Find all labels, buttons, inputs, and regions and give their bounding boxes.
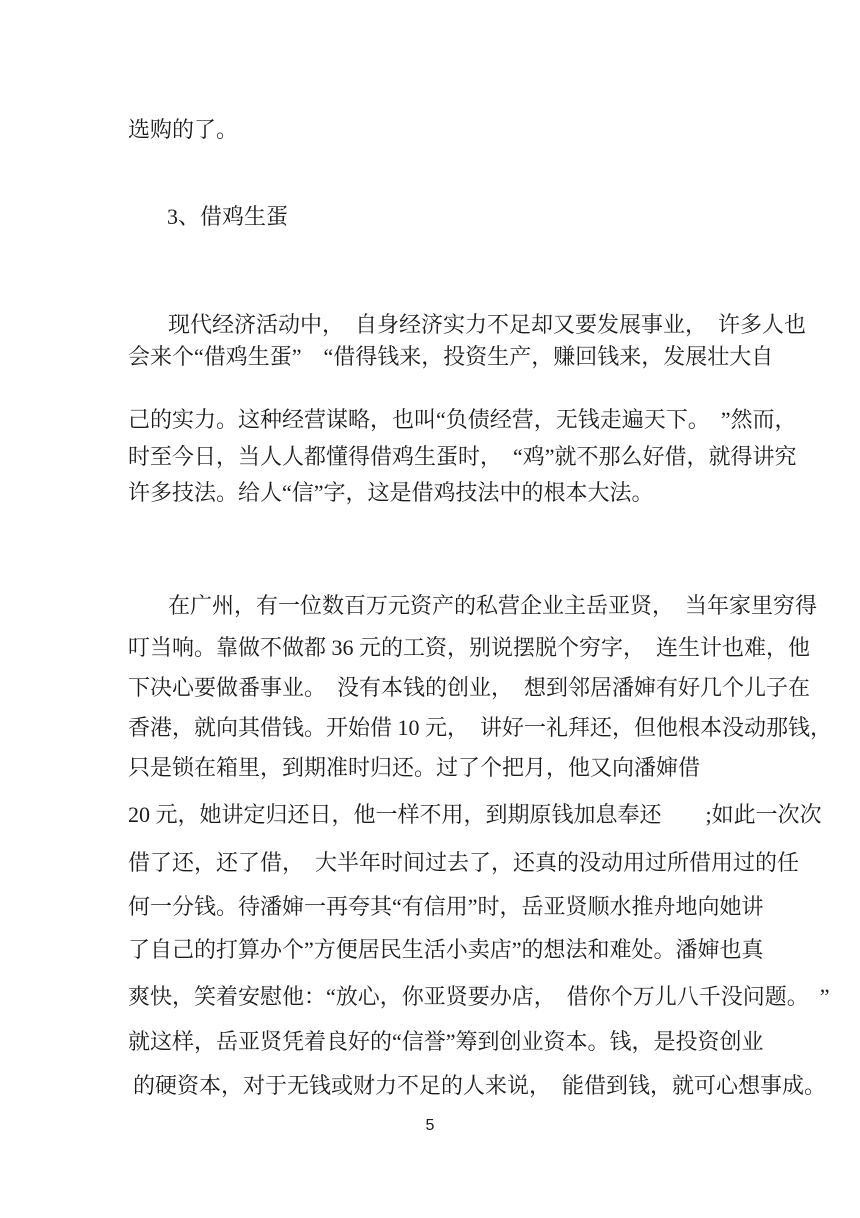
- text-line: 会来个“借鸡生蛋” “借得钱来，投资生产，赚回钱来，发展壮大自: [128, 344, 774, 369]
- text-line: 了自己的打算办个”方便居民生活小卖店”的想法和难处。潘婶也真: [128, 937, 764, 962]
- text-line: 现代经济活动中， 自身经济实力不足却又要发展事业， 许多人也: [168, 312, 807, 337]
- section-heading: 3、借鸡生蛋: [167, 204, 289, 229]
- text-line: 下决心要做番事业。 没有本钱的创业， 想到邻居潘婶有好几个儿子在: [128, 675, 811, 700]
- text-line: 在广州，有一位数百万元资产的私营企业主岳亚贤， 当年家里穷得: [168, 593, 818, 618]
- text-line: 借了还，还了借， 大半年时间过去了，还真的没动用过所借用过的任: [128, 850, 800, 875]
- text-line: 己的实力。这种经营谋略，也叫“负债经营，无钱走遍天下。 ”然而，: [128, 407, 797, 432]
- text-line: 就这样，岳亚贤凭着良好的“信誉”筹到创业资本。钱，是投资创业: [128, 1029, 764, 1054]
- text-line: 叮当响。靠做不做都 36 元的工资，别说摆脱个穷字， 连生计也难，他: [128, 635, 811, 660]
- text-line: 何一分钱。待潘婶一再夸其“有信用”时，岳亚贤顺水推舟地向她讲: [128, 894, 764, 919]
- text-line: 爽快，笑着安慰他：“放心，你亚贤要办店， 借你个万儿八千没问题。 ”: [128, 984, 830, 1009]
- text-line: 时至今日，当人人都懂得借鸡生蛋时， “鸡”就不那么好借，就得讲究: [128, 444, 797, 469]
- text-line: 许多技法。给人“信”字，这是借鸡技法中的根本大法。: [128, 480, 654, 505]
- page-number: 5: [425, 1117, 435, 1134]
- text-line: 只是锁在箱里，到期准时归还。过了个把月，他又向潘婶借: [128, 755, 701, 780]
- text-line: 20 元，她讲定归还日，他一样不用，到期原钱加息奉还 ;如此一次次: [128, 802, 822, 827]
- text-line: 的硬资本，对于无钱或财力不足的人来说， 能借到钱，就可心想事成。: [133, 1073, 827, 1098]
- text-line: 香港，就向其借钱。开始借 10 元， 讲好一礼拜还，但他根本没动那钱，: [128, 715, 833, 740]
- paragraph-end-line: 选购的了。: [128, 117, 239, 142]
